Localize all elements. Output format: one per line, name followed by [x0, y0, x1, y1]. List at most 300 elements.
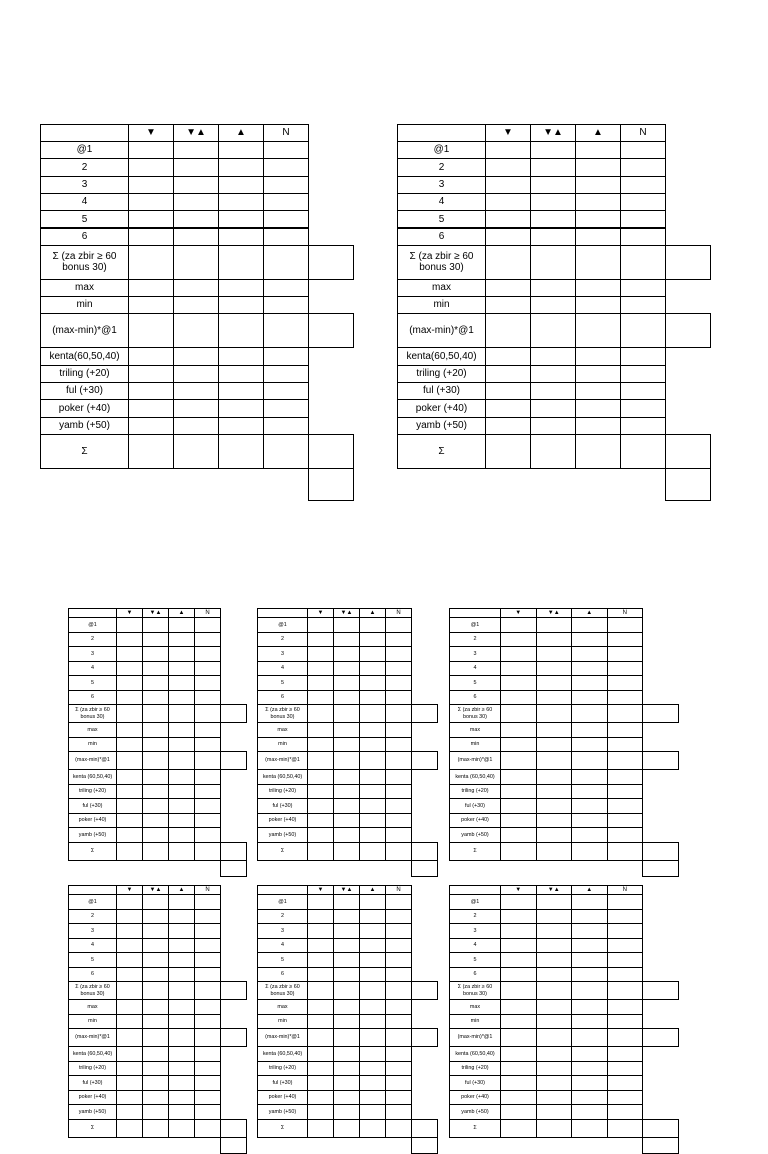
- score-cell-sixes-up[interactable]: [218, 228, 264, 246]
- score-cell-total-announced[interactable]: [194, 842, 221, 861]
- sum-cell-total[interactable]: [642, 1119, 679, 1138]
- score-cell-ful-up[interactable]: [168, 798, 195, 814]
- score-cell-triling-announced[interactable]: [607, 1061, 644, 1077]
- sum-cell-max-min[interactable]: [411, 1028, 438, 1047]
- score-cell-max-down[interactable]: [116, 999, 143, 1015]
- score-cell-kenta-announced[interactable]: [607, 1046, 644, 1062]
- score-cell-twos-down[interactable]: [116, 632, 143, 648]
- score-cell-max-min-announced[interactable]: [607, 751, 644, 770]
- sum-cell-total[interactable]: [308, 434, 354, 469]
- score-cell-ful-down[interactable]: [485, 382, 531, 400]
- score-cell-twos-up[interactable]: [218, 158, 264, 176]
- score-cell-kenta-announced[interactable]: [385, 1046, 412, 1062]
- score-cell-fives-down-up[interactable]: [333, 952, 360, 968]
- score-cell-ones-up[interactable]: [168, 617, 195, 633]
- score-cell-ful-announced[interactable]: [385, 1075, 412, 1091]
- score-cell-sixes-up[interactable]: [571, 967, 608, 983]
- score-cell-total-down-up[interactable]: [536, 1119, 573, 1138]
- score-cell-subtotal-bonus-down[interactable]: [116, 704, 143, 723]
- score-cell-triling-down-up[interactable]: [333, 784, 360, 800]
- score-cell-twos-up[interactable]: [359, 909, 386, 925]
- score-cell-max-announced[interactable]: [263, 279, 309, 297]
- score-cell-kenta-announced[interactable]: [263, 347, 309, 365]
- score-cell-threes-up[interactable]: [359, 646, 386, 662]
- score-cell-fives-up[interactable]: [359, 952, 386, 968]
- score-cell-ones-down[interactable]: [500, 894, 537, 910]
- score-cell-triling-announced[interactable]: [263, 365, 309, 383]
- score-cell-yamb-down-up[interactable]: [333, 1104, 360, 1120]
- score-cell-max-down-up[interactable]: [333, 722, 360, 738]
- sum-cell-max-min[interactable]: [642, 1028, 679, 1047]
- score-cell-sixes-down[interactable]: [128, 228, 174, 246]
- score-cell-kenta-announced[interactable]: [194, 1046, 221, 1062]
- score-cell-kenta-down-up[interactable]: [142, 769, 169, 785]
- score-cell-threes-announced[interactable]: [263, 176, 309, 194]
- score-cell-max-up[interactable]: [571, 722, 608, 738]
- score-cell-min-announced[interactable]: [607, 737, 644, 753]
- score-cell-sixes-down-up[interactable]: [536, 967, 573, 983]
- score-cell-fives-down-up[interactable]: [536, 675, 573, 691]
- score-cell-twos-announced[interactable]: [263, 158, 309, 176]
- score-cell-fives-up[interactable]: [168, 952, 195, 968]
- score-cell-fours-announced[interactable]: [385, 661, 412, 677]
- score-cell-min-down-up[interactable]: [333, 737, 360, 753]
- score-cell-fives-down-up[interactable]: [173, 210, 219, 228]
- score-cell-triling-up[interactable]: [359, 1061, 386, 1077]
- score-cell-triling-announced[interactable]: [385, 1061, 412, 1077]
- sum-cell-subtotal-bonus[interactable]: [411, 704, 438, 723]
- score-cell-ones-down-up[interactable]: [536, 617, 573, 633]
- score-cell-fives-up[interactable]: [571, 952, 608, 968]
- score-cell-fives-down[interactable]: [500, 952, 537, 968]
- score-cell-subtotal-bonus-down-up[interactable]: [333, 981, 360, 1000]
- score-cell-yamb-announced[interactable]: [607, 827, 644, 843]
- score-cell-fours-announced[interactable]: [607, 938, 644, 954]
- score-cell-max-min-down[interactable]: [116, 1028, 143, 1047]
- score-cell-fives-down[interactable]: [500, 675, 537, 691]
- score-cell-ful-up[interactable]: [571, 798, 608, 814]
- score-cell-ful-down-up[interactable]: [142, 798, 169, 814]
- score-cell-fives-up[interactable]: [359, 675, 386, 691]
- score-cell-subtotal-bonus-announced[interactable]: [607, 704, 644, 723]
- score-cell-ones-up[interactable]: [571, 617, 608, 633]
- score-cell-ones-down[interactable]: [128, 141, 174, 159]
- score-cell-total-down-up[interactable]: [530, 434, 576, 469]
- score-cell-yamb-down-up[interactable]: [333, 827, 360, 843]
- score-cell-min-announced[interactable]: [620, 296, 666, 314]
- score-cell-yamb-down[interactable]: [116, 1104, 143, 1120]
- score-cell-total-announced[interactable]: [607, 842, 644, 861]
- score-cell-ful-down-up[interactable]: [536, 1075, 573, 1091]
- score-cell-subtotal-bonus-down-up[interactable]: [142, 704, 169, 723]
- score-cell-fives-down[interactable]: [116, 952, 143, 968]
- score-cell-threes-announced[interactable]: [194, 923, 221, 939]
- score-cell-poker-announced[interactable]: [194, 813, 221, 829]
- score-cell-total-down-up[interactable]: [173, 434, 219, 469]
- score-cell-threes-up[interactable]: [168, 646, 195, 662]
- score-cell-kenta-up[interactable]: [168, 1046, 195, 1062]
- grand-total-cell[interactable]: [642, 1137, 679, 1154]
- score-cell-min-up[interactable]: [218, 296, 264, 314]
- score-cell-ones-down-up[interactable]: [173, 141, 219, 159]
- score-cell-subtotal-bonus-down-up[interactable]: [173, 245, 219, 280]
- score-cell-kenta-down-up[interactable]: [333, 769, 360, 785]
- score-cell-fives-announced[interactable]: [607, 952, 644, 968]
- score-cell-threes-down[interactable]: [116, 646, 143, 662]
- score-cell-fours-down[interactable]: [485, 193, 531, 211]
- sum-cell-total[interactable]: [665, 434, 711, 469]
- score-cell-subtotal-bonus-down-up[interactable]: [333, 704, 360, 723]
- score-cell-sixes-down-up[interactable]: [536, 690, 573, 706]
- score-cell-max-min-announced[interactable]: [385, 751, 412, 770]
- score-cell-sixes-down-up[interactable]: [530, 228, 576, 246]
- score-cell-yamb-announced[interactable]: [385, 827, 412, 843]
- score-cell-twos-announced[interactable]: [607, 909, 644, 925]
- score-cell-min-up[interactable]: [168, 737, 195, 753]
- score-cell-yamb-announced[interactable]: [385, 1104, 412, 1120]
- score-cell-poker-down-up[interactable]: [536, 1090, 573, 1106]
- score-cell-fives-up[interactable]: [575, 210, 621, 228]
- score-cell-max-min-announced[interactable]: [607, 1028, 644, 1047]
- score-cell-ones-down-up[interactable]: [333, 617, 360, 633]
- score-cell-subtotal-bonus-down-up[interactable]: [530, 245, 576, 280]
- score-cell-poker-up[interactable]: [168, 1090, 195, 1106]
- score-cell-min-up[interactable]: [571, 1014, 608, 1030]
- score-cell-ful-down[interactable]: [116, 798, 143, 814]
- score-cell-poker-announced[interactable]: [607, 1090, 644, 1106]
- score-cell-fives-down-up[interactable]: [536, 952, 573, 968]
- score-cell-max-min-down[interactable]: [500, 1028, 537, 1047]
- sum-cell-max-min[interactable]: [665, 313, 711, 348]
- score-cell-threes-down[interactable]: [116, 923, 143, 939]
- score-cell-fours-up[interactable]: [571, 938, 608, 954]
- score-cell-yamb-down[interactable]: [116, 827, 143, 843]
- score-cell-kenta-down-up[interactable]: [530, 347, 576, 365]
- score-cell-triling-down-up[interactable]: [536, 784, 573, 800]
- score-cell-max-min-down-up[interactable]: [536, 1028, 573, 1047]
- score-cell-max-up[interactable]: [218, 279, 264, 297]
- score-cell-ones-down[interactable]: [116, 617, 143, 633]
- score-cell-ones-announced[interactable]: [607, 894, 644, 910]
- score-cell-threes-down-up[interactable]: [142, 646, 169, 662]
- score-cell-yamb-down[interactable]: [500, 827, 537, 843]
- score-cell-total-down[interactable]: [128, 434, 174, 469]
- score-cell-subtotal-bonus-up[interactable]: [571, 704, 608, 723]
- score-cell-twos-down-up[interactable]: [142, 909, 169, 925]
- score-cell-max-min-up[interactable]: [571, 1028, 608, 1047]
- score-cell-ones-down-up[interactable]: [536, 894, 573, 910]
- score-cell-fours-down[interactable]: [116, 938, 143, 954]
- score-cell-min-announced[interactable]: [607, 1014, 644, 1030]
- score-cell-threes-up[interactable]: [168, 923, 195, 939]
- score-cell-min-up[interactable]: [571, 737, 608, 753]
- score-cell-max-announced[interactable]: [194, 722, 221, 738]
- score-cell-max-up[interactable]: [575, 279, 621, 297]
- score-cell-ful-down-up[interactable]: [333, 1075, 360, 1091]
- score-cell-fours-up[interactable]: [168, 661, 195, 677]
- score-cell-ful-up[interactable]: [575, 382, 621, 400]
- score-cell-max-min-down-up[interactable]: [536, 751, 573, 770]
- score-cell-min-down-up[interactable]: [173, 296, 219, 314]
- score-cell-kenta-up[interactable]: [359, 1046, 386, 1062]
- score-cell-triling-down-up[interactable]: [142, 1061, 169, 1077]
- score-cell-subtotal-bonus-announced[interactable]: [263, 245, 309, 280]
- score-cell-triling-up[interactable]: [168, 1061, 195, 1077]
- score-cell-triling-down[interactable]: [128, 365, 174, 383]
- score-cell-sixes-up[interactable]: [359, 690, 386, 706]
- score-cell-max-announced[interactable]: [607, 722, 644, 738]
- score-cell-min-down[interactable]: [485, 296, 531, 314]
- score-cell-total-up[interactable]: [571, 842, 608, 861]
- score-cell-ful-announced[interactable]: [263, 382, 309, 400]
- score-cell-threes-down[interactable]: [485, 176, 531, 194]
- score-cell-yamb-down[interactable]: [500, 1104, 537, 1120]
- score-cell-twos-down[interactable]: [307, 909, 334, 925]
- score-cell-poker-announced[interactable]: [194, 1090, 221, 1106]
- score-cell-threes-down[interactable]: [307, 646, 334, 662]
- score-cell-yamb-up[interactable]: [359, 827, 386, 843]
- score-cell-kenta-down-up[interactable]: [536, 1046, 573, 1062]
- score-cell-max-min-down[interactable]: [500, 751, 537, 770]
- score-cell-triling-down[interactable]: [485, 365, 531, 383]
- score-cell-poker-down[interactable]: [116, 1090, 143, 1106]
- score-cell-max-up[interactable]: [168, 722, 195, 738]
- score-cell-sixes-down[interactable]: [116, 690, 143, 706]
- score-cell-twos-up[interactable]: [571, 909, 608, 925]
- score-cell-max-min-down-up[interactable]: [333, 1028, 360, 1047]
- score-cell-sixes-up[interactable]: [359, 967, 386, 983]
- score-cell-threes-down[interactable]: [500, 923, 537, 939]
- score-cell-fours-up[interactable]: [571, 661, 608, 677]
- score-cell-fours-down-up[interactable]: [142, 661, 169, 677]
- score-cell-total-up[interactable]: [571, 1119, 608, 1138]
- score-cell-ful-down[interactable]: [128, 382, 174, 400]
- score-cell-min-up[interactable]: [359, 1014, 386, 1030]
- score-cell-twos-up[interactable]: [571, 632, 608, 648]
- score-cell-ones-down[interactable]: [500, 617, 537, 633]
- score-cell-min-down-up[interactable]: [536, 1014, 573, 1030]
- score-cell-yamb-down[interactable]: [307, 827, 334, 843]
- score-cell-fours-down[interactable]: [307, 661, 334, 677]
- score-cell-sixes-announced[interactable]: [620, 228, 666, 246]
- score-cell-twos-up[interactable]: [575, 158, 621, 176]
- score-cell-subtotal-bonus-down[interactable]: [485, 245, 531, 280]
- score-cell-max-announced[interactable]: [620, 279, 666, 297]
- score-cell-max-min-up[interactable]: [168, 1028, 195, 1047]
- score-cell-ful-announced[interactable]: [194, 1075, 221, 1091]
- score-cell-poker-down[interactable]: [485, 399, 531, 417]
- score-cell-max-down-up[interactable]: [536, 999, 573, 1015]
- score-cell-max-up[interactable]: [571, 999, 608, 1015]
- score-cell-threes-announced[interactable]: [194, 646, 221, 662]
- score-cell-poker-announced[interactable]: [385, 813, 412, 829]
- score-cell-sixes-down[interactable]: [307, 690, 334, 706]
- score-cell-max-min-up[interactable]: [575, 313, 621, 348]
- score-cell-fours-up[interactable]: [575, 193, 621, 211]
- score-cell-fives-down[interactable]: [128, 210, 174, 228]
- score-cell-total-down-up[interactable]: [536, 842, 573, 861]
- score-cell-ones-down[interactable]: [307, 894, 334, 910]
- score-cell-poker-down[interactable]: [307, 813, 334, 829]
- score-cell-poker-up[interactable]: [575, 399, 621, 417]
- score-cell-ones-announced[interactable]: [607, 617, 644, 633]
- score-cell-twos-down-up[interactable]: [333, 909, 360, 925]
- score-cell-sixes-down-up[interactable]: [333, 690, 360, 706]
- score-cell-ones-up[interactable]: [359, 617, 386, 633]
- score-cell-threes-down-up[interactable]: [536, 646, 573, 662]
- score-cell-total-down[interactable]: [500, 1119, 537, 1138]
- score-cell-kenta-up[interactable]: [359, 769, 386, 785]
- score-cell-ful-announced[interactable]: [194, 798, 221, 814]
- score-cell-triling-announced[interactable]: [607, 784, 644, 800]
- score-cell-triling-down[interactable]: [500, 1061, 537, 1077]
- score-cell-twos-down[interactable]: [500, 632, 537, 648]
- sum-cell-max-min[interactable]: [220, 751, 247, 770]
- score-cell-ones-up[interactable]: [218, 141, 264, 159]
- sum-cell-subtotal-bonus[interactable]: [642, 704, 679, 723]
- score-cell-max-down-up[interactable]: [530, 279, 576, 297]
- score-cell-total-up[interactable]: [168, 1119, 195, 1138]
- score-cell-subtotal-bonus-down-up[interactable]: [536, 704, 573, 723]
- score-cell-threes-down-up[interactable]: [530, 176, 576, 194]
- score-cell-fours-up[interactable]: [359, 661, 386, 677]
- score-cell-fives-up[interactable]: [571, 675, 608, 691]
- score-cell-kenta-announced[interactable]: [194, 769, 221, 785]
- score-cell-poker-down[interactable]: [128, 399, 174, 417]
- score-cell-min-up[interactable]: [168, 1014, 195, 1030]
- score-cell-sixes-down[interactable]: [500, 967, 537, 983]
- score-cell-poker-down-up[interactable]: [536, 813, 573, 829]
- score-cell-fours-down[interactable]: [116, 661, 143, 677]
- score-cell-max-up[interactable]: [168, 999, 195, 1015]
- score-cell-subtotal-bonus-down-up[interactable]: [536, 981, 573, 1000]
- score-cell-subtotal-bonus-up[interactable]: [168, 981, 195, 1000]
- score-cell-twos-down[interactable]: [307, 632, 334, 648]
- score-cell-yamb-announced[interactable]: [607, 1104, 644, 1120]
- score-cell-poker-down[interactable]: [500, 1090, 537, 1106]
- score-cell-ful-down[interactable]: [307, 798, 334, 814]
- score-cell-threes-down[interactable]: [128, 176, 174, 194]
- score-cell-subtotal-bonus-down[interactable]: [307, 704, 334, 723]
- score-cell-triling-down[interactable]: [116, 784, 143, 800]
- score-cell-sixes-down-up[interactable]: [333, 967, 360, 983]
- score-cell-sixes-up[interactable]: [571, 690, 608, 706]
- sum-cell-max-min[interactable]: [220, 1028, 247, 1047]
- score-cell-max-down[interactable]: [128, 279, 174, 297]
- score-cell-min-down[interactable]: [307, 1014, 334, 1030]
- score-cell-fours-announced[interactable]: [194, 938, 221, 954]
- score-cell-subtotal-bonus-down[interactable]: [116, 981, 143, 1000]
- score-cell-yamb-up[interactable]: [575, 417, 621, 435]
- score-cell-threes-announced[interactable]: [607, 923, 644, 939]
- score-cell-fours-announced[interactable]: [385, 938, 412, 954]
- score-cell-twos-down-up[interactable]: [142, 632, 169, 648]
- score-cell-max-min-announced[interactable]: [263, 313, 309, 348]
- score-cell-fours-down[interactable]: [128, 193, 174, 211]
- score-cell-ones-down-up[interactable]: [333, 894, 360, 910]
- score-cell-triling-down[interactable]: [116, 1061, 143, 1077]
- score-cell-ful-announced[interactable]: [607, 798, 644, 814]
- score-cell-max-down-up[interactable]: [333, 999, 360, 1015]
- score-cell-triling-announced[interactable]: [385, 784, 412, 800]
- score-cell-fours-down-up[interactable]: [536, 661, 573, 677]
- sum-cell-subtotal-bonus[interactable]: [220, 704, 247, 723]
- score-cell-triling-up[interactable]: [168, 784, 195, 800]
- score-cell-subtotal-bonus-down[interactable]: [307, 981, 334, 1000]
- score-cell-sixes-announced[interactable]: [194, 690, 221, 706]
- score-cell-triling-announced[interactable]: [194, 1061, 221, 1077]
- score-cell-triling-down-up[interactable]: [333, 1061, 360, 1077]
- score-cell-threes-up[interactable]: [571, 923, 608, 939]
- score-cell-yamb-announced[interactable]: [194, 1104, 221, 1120]
- score-cell-kenta-up[interactable]: [571, 769, 608, 785]
- sum-cell-subtotal-bonus[interactable]: [308, 245, 354, 280]
- score-cell-kenta-announced[interactable]: [385, 769, 412, 785]
- score-cell-max-down[interactable]: [485, 279, 531, 297]
- score-cell-total-down[interactable]: [485, 434, 531, 469]
- score-cell-yamb-down-up[interactable]: [142, 827, 169, 843]
- score-cell-fives-announced[interactable]: [194, 952, 221, 968]
- score-cell-max-min-announced[interactable]: [194, 1028, 221, 1047]
- score-cell-fours-down-up[interactable]: [333, 661, 360, 677]
- score-cell-ones-announced[interactable]: [194, 894, 221, 910]
- score-cell-kenta-down-up[interactable]: [142, 1046, 169, 1062]
- score-cell-triling-announced[interactable]: [194, 784, 221, 800]
- score-cell-max-min-up[interactable]: [571, 751, 608, 770]
- score-cell-subtotal-bonus-announced[interactable]: [385, 704, 412, 723]
- score-cell-kenta-down-up[interactable]: [333, 1046, 360, 1062]
- grand-total-cell[interactable]: [220, 860, 247, 877]
- score-cell-max-announced[interactable]: [607, 999, 644, 1015]
- score-cell-twos-down[interactable]: [116, 909, 143, 925]
- score-cell-kenta-announced[interactable]: [620, 347, 666, 365]
- score-cell-kenta-announced[interactable]: [607, 769, 644, 785]
- score-cell-ful-up[interactable]: [359, 798, 386, 814]
- score-cell-sixes-down-up[interactable]: [173, 228, 219, 246]
- score-cell-ones-up[interactable]: [168, 894, 195, 910]
- score-cell-max-min-announced[interactable]: [620, 313, 666, 348]
- score-cell-triling-down[interactable]: [307, 1061, 334, 1077]
- sum-cell-subtotal-bonus[interactable]: [220, 981, 247, 1000]
- score-cell-sixes-up[interactable]: [168, 690, 195, 706]
- score-cell-sixes-announced[interactable]: [385, 967, 412, 983]
- score-cell-yamb-down[interactable]: [485, 417, 531, 435]
- score-cell-threes-down-up[interactable]: [536, 923, 573, 939]
- score-cell-sixes-down-up[interactable]: [142, 967, 169, 983]
- score-cell-ones-down-up[interactable]: [530, 141, 576, 159]
- score-cell-min-down[interactable]: [116, 1014, 143, 1030]
- score-cell-threes-up[interactable]: [359, 923, 386, 939]
- sum-cell-max-min[interactable]: [411, 751, 438, 770]
- score-cell-max-min-down-up[interactable]: [142, 1028, 169, 1047]
- score-cell-poker-down[interactable]: [116, 813, 143, 829]
- score-cell-ones-announced[interactable]: [194, 617, 221, 633]
- score-cell-ones-down[interactable]: [307, 617, 334, 633]
- score-cell-max-down-up[interactable]: [536, 722, 573, 738]
- score-cell-sixes-down[interactable]: [307, 967, 334, 983]
- score-cell-ful-down-up[interactable]: [530, 382, 576, 400]
- score-cell-max-min-down[interactable]: [307, 1028, 334, 1047]
- score-cell-poker-up[interactable]: [168, 813, 195, 829]
- score-cell-triling-down-up[interactable]: [142, 784, 169, 800]
- score-cell-sixes-announced[interactable]: [607, 967, 644, 983]
- score-cell-triling-down-up[interactable]: [173, 365, 219, 383]
- score-cell-ones-announced[interactable]: [385, 617, 412, 633]
- score-cell-sixes-announced[interactable]: [607, 690, 644, 706]
- score-cell-fours-down-up[interactable]: [142, 938, 169, 954]
- score-cell-ful-up[interactable]: [359, 1075, 386, 1091]
- score-cell-twos-announced[interactable]: [194, 909, 221, 925]
